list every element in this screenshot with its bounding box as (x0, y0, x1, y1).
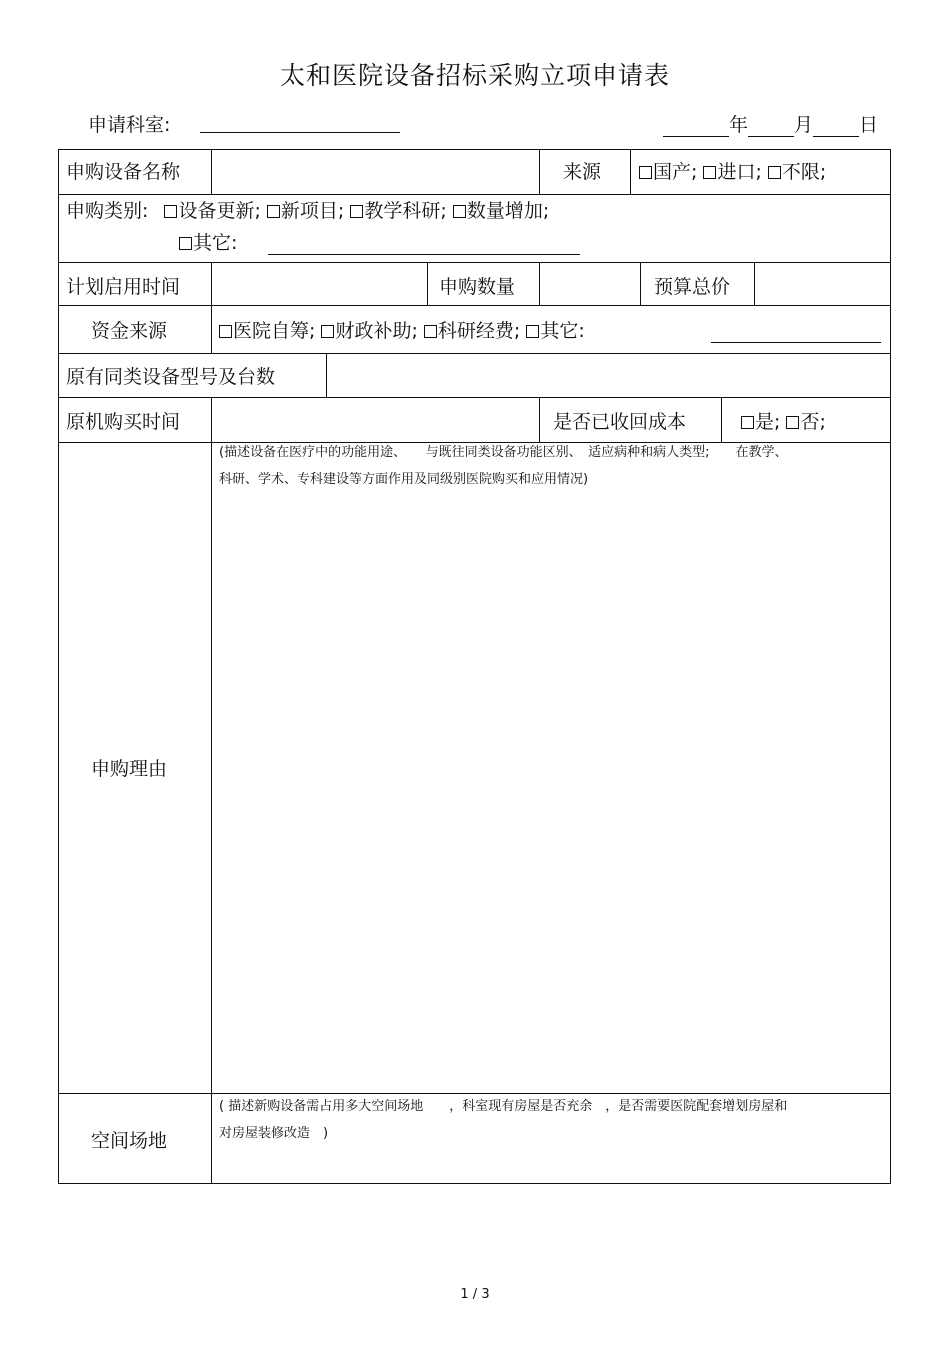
date-field (663, 110, 878, 137)
purchase-type-other-field[interactable] (268, 254, 580, 255)
day-blank[interactable] (813, 116, 859, 137)
equipment-name-input[interactable] (212, 150, 538, 193)
reason-hint-line1: (描述设备在医疗中的功能用途、 与既往同类设备功能区别、 适应病种和病人类型; 在教学、 (219, 445, 788, 460)
month-blank[interactable] (748, 116, 794, 137)
department-field[interactable] (200, 132, 400, 133)
checkbox-government-subsidy[interactable] (321, 325, 334, 338)
checkbox-no[interactable] (786, 416, 799, 429)
equipment-name-label: 申购设备名称 (66, 161, 181, 183)
reason-hint-line2: 科研、学术、专科建设等方面作用及同级别医院购买和应用情况) (219, 472, 589, 487)
purchase-type-label: 申购类别: (66, 200, 149, 222)
department-label: 申请科室: (88, 114, 171, 136)
original-purchase-time-input[interactable] (212, 398, 538, 441)
purchase-type-other: 其它: (179, 232, 237, 254)
month-label: 月 (793, 114, 813, 136)
reason-label: 申购理由 (91, 758, 168, 780)
year-blank[interactable] (663, 116, 729, 137)
quantity-input[interactable] (540, 263, 639, 304)
reason-textarea[interactable] (212, 495, 890, 1092)
cost-recovered-label: 是否已收回成本 (553, 411, 687, 433)
budget-input[interactable] (755, 263, 890, 304)
space-label: 空间场地 (91, 1130, 168, 1152)
purchase-type-row: 申购类别: 设备更新; 新项目; 教学科研; 数量增加; (66, 200, 550, 222)
planned-use-time-label: 计划启用时间 (66, 276, 181, 298)
page-number: 1 / 3 (460, 1287, 490, 1302)
checkbox-update[interactable] (164, 205, 177, 218)
checkbox-domestic[interactable] (639, 166, 652, 179)
space-textarea[interactable] (212, 1150, 890, 1183)
budget-label: 预算总价 (654, 276, 731, 298)
space-hint-line2: 对房屋装修改造 ) (219, 1126, 329, 1141)
planned-use-time-input[interactable] (212, 263, 426, 304)
checkbox-research-fund[interactable] (424, 325, 437, 338)
existing-models-input[interactable] (327, 354, 890, 396)
space-hint-line1: ( 描述新购设备需占用多大空间场地 ，科室现有房屋是否充余 ，是否需要医院配套增划房屋和 (219, 1099, 788, 1114)
checkbox-new-project[interactable] (267, 205, 280, 218)
existing-models-label: 原有同类设备型号及台数 (66, 366, 276, 388)
day-label: 日 (858, 114, 878, 136)
checkbox-unlimited[interactable] (768, 166, 781, 179)
fund-source-options: 医院自筹; 财政补助; 科研经费; 其它: (219, 320, 585, 342)
source-label: 来源 (563, 161, 602, 183)
checkbox-imported[interactable] (703, 166, 716, 179)
fund-other-field[interactable] (711, 342, 881, 343)
year-label: 年 (728, 114, 748, 136)
cost-recovered-options: 是; 否; (741, 411, 826, 433)
page-title: 太和医院设备招标采购立项申请表 (279, 61, 670, 90)
source-options: 国产; 进口; 不限; (639, 161, 826, 183)
checkbox-quantity-increase[interactable] (453, 205, 466, 218)
quantity-label: 申购数量 (439, 276, 516, 298)
fund-source-label: 资金来源 (91, 320, 168, 342)
checkbox-hospital-funded[interactable] (219, 325, 232, 338)
checkbox-fund-other[interactable] (526, 325, 539, 338)
original-purchase-time-label: 原机购买时间 (66, 411, 181, 433)
checkbox-purchase-other[interactable] (179, 237, 192, 250)
checkbox-teaching-research[interactable] (350, 205, 363, 218)
checkbox-yes[interactable] (741, 416, 754, 429)
